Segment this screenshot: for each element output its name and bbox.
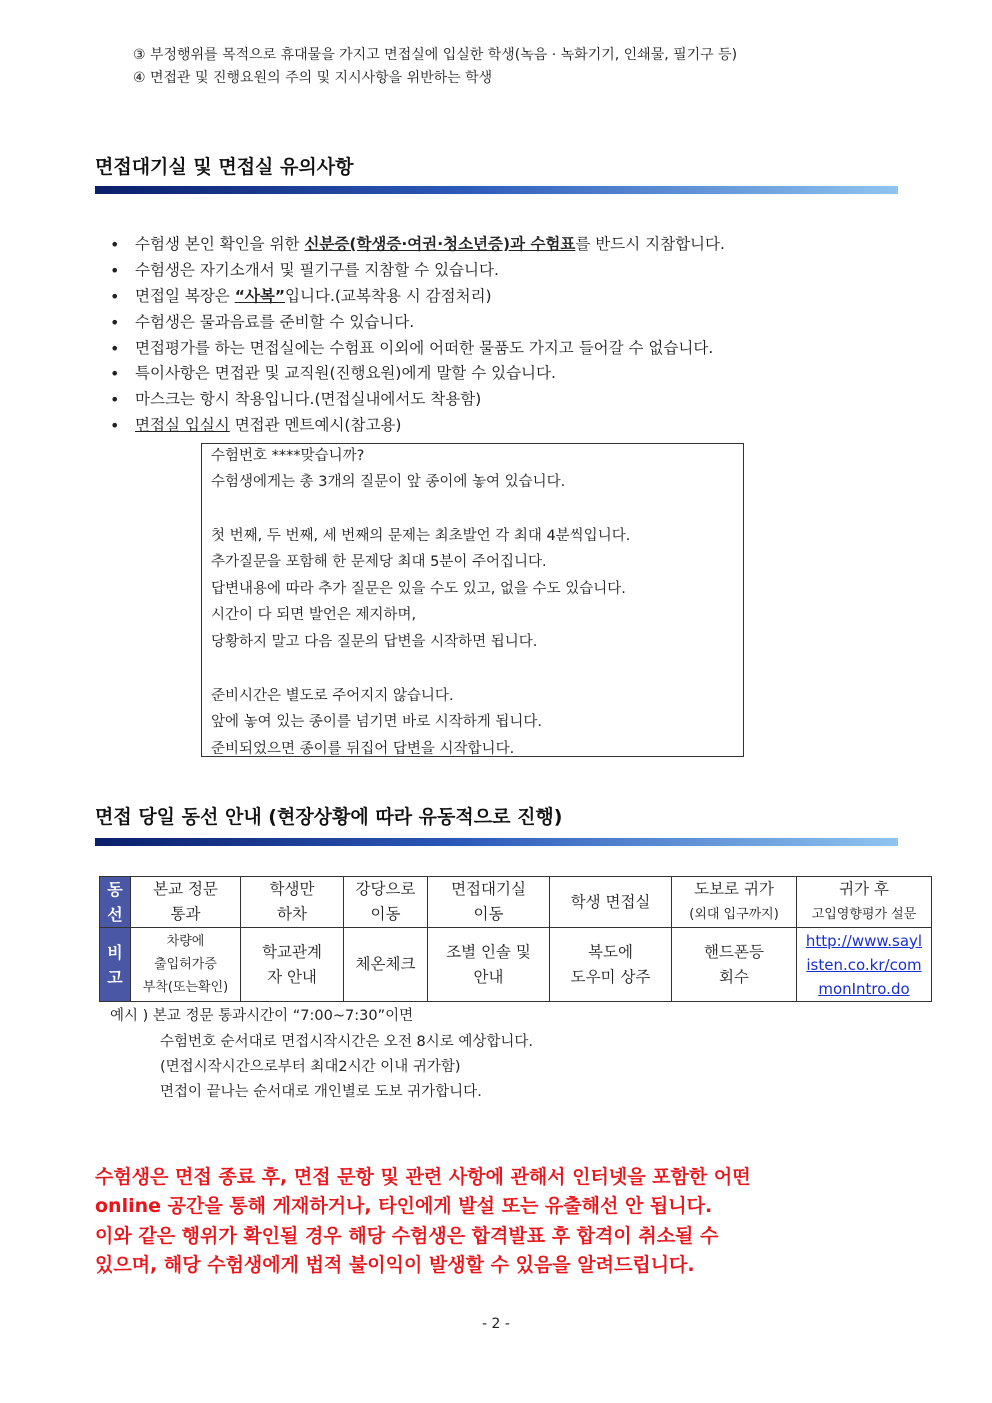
rule-ment-example <box>110 413 950 439</box>
step-auditorium <box>344 877 428 928</box>
cell-line: 고입영향평가 설문 <box>811 907 917 922</box>
remark-staff-guide <box>241 928 344 1002</box>
cell-line: 이동 <box>473 905 504 923</box>
survey-link-line[interactable]: isten.co.kr/com <box>806 955 922 974</box>
cell-line: 도우미 상주 <box>570 967 651 986</box>
section-divider-1 <box>95 186 898 194</box>
script-line: 수험번호 ****맞습니까? <box>211 448 365 464</box>
cell-line: 이동 <box>370 905 401 923</box>
warning-line: 수험생은 면접 종료 후, 면접 문항 및 관련 사항에 관해서 인터넷을 포함한 어떤 <box>95 1166 751 1188</box>
step-main-gate <box>131 877 241 928</box>
rule-emphasis: “사복” <box>234 286 286 305</box>
survey-link-line[interactable]: monIntro.do <box>818 979 910 998</box>
cell-line: 학생 면접실 <box>570 892 651 911</box>
cell-line: 복도에 <box>588 942 633 961</box>
cell-line: 귀가 후 <box>839 880 889 898</box>
example-note: 수험번호 순서대로 면접시작시간은 오전 8시로 예상합니다. <box>160 1034 534 1050</box>
section-title-waiting-room: 면접대기실 및 면접실 유의사항 <box>95 156 354 178</box>
remark-phone-collection <box>672 928 797 1002</box>
script-line: 당황하지 말고 다음 질문의 답변을 시작하면 됩니다. <box>211 634 538 650</box>
rule-essay: • 수험생은 자기소개서 및 필기구를 지참할 수 있습니다. <box>110 258 950 284</box>
prohibited-item-3: ③ 부정행위를 목적으로 휴대물을 가지고 면접실에 입실한 학생(녹음 · 녹화기기, 인쇄물, 필기구 등) <box>133 47 738 63</box>
page-number: - 2 - <box>482 1316 510 1332</box>
script-line: 시간이 다 되면 발언은 제지하며, <box>211 607 417 623</box>
step-walk-home <box>672 877 797 928</box>
step-waiting-room <box>428 877 550 928</box>
warning-line: 이와 같은 행위가 확인될 경우 해당 수험생은 합격발표 후 합격이 취소될 수 <box>95 1225 719 1247</box>
cell-line: (외대 입구까지) <box>689 907 779 922</box>
survey-link-line[interactable]: http://www.sayl <box>805 931 923 950</box>
rule-emphasis: 면접실 입실시 <box>135 416 230 435</box>
rule-text: 면접일 복장은 <box>135 286 235 305</box>
cell-line: 자 안내 <box>267 967 317 986</box>
cell-line: 체온체크 <box>355 955 416 973</box>
example-note: 예시 ) 본교 정문 통과시간이 “7:00~7:30”이면 <box>110 1008 414 1024</box>
script-line: 답변내용에 따라 추가 질문은 있을 수도 있고, 없을 수도 있습니다. <box>211 581 626 597</box>
rule-text: 를 반드시 지참합니다. <box>575 235 725 253</box>
remark-vehicle-pass <box>131 928 241 1002</box>
script-line: 앞에 놓여 있는 종이를 넘기면 바로 시작하게 됩니다. <box>211 714 543 730</box>
step-interview-room <box>550 877 672 928</box>
example-note: 면접이 끝나는 순서대로 개인별로 도보 귀가합니다. <box>160 1084 482 1100</box>
step-drop-off <box>241 877 344 928</box>
cell-line: 하차 <box>277 905 307 923</box>
rule-no-items: • 면접평가를 하는 면접실에는 수험표 이외에 어떠한 물품도 가지고 들어갈 수 없습니다. <box>110 336 950 362</box>
script-line: 준비되었으면 종이를 뒤집어 답변을 시작합니다. <box>211 741 515 757</box>
remark-temperature-check <box>344 928 428 1002</box>
remark-hallway-helper <box>550 928 672 1002</box>
section-divider-2 <box>95 838 898 846</box>
header-char: 비 <box>107 942 123 962</box>
warning-line: online 공간을 통해 게재하거나, 타인에게 발설 또는 유출해선 안 됩니다. <box>95 1195 713 1217</box>
cell-line: 학교관계 <box>262 942 322 961</box>
interviewer-script-box <box>201 443 744 757</box>
cell-line: 출입허가증 <box>154 957 217 972</box>
rule-text: 수험생 본인 확인을 위한 <box>135 235 305 253</box>
warning-line: 있으며, 해당 수험생에게 법적 불이익이 발생할 수 있음을 알려드립니다. <box>95 1254 695 1276</box>
cell-line: 핸드폰등 <box>704 942 764 961</box>
cell-line: 도보로 귀가 <box>694 880 774 898</box>
header-char: 선 <box>107 905 123 924</box>
cell-line: 차량에 <box>166 934 205 949</box>
row-header-route <box>100 877 131 928</box>
survey-link[interactable] <box>797 928 932 1002</box>
cell-line: 강당으로 <box>355 880 416 898</box>
route-table <box>99 876 932 1002</box>
script-line: 추가질문을 포함해 한 문제당 최대 5분이 주어집니다. <box>211 554 547 570</box>
rule-mask: • 마스크는 항시 착용입니다.(면접실내에서도 착용함) <box>110 387 950 413</box>
rule-drinks: • 수험생은 물과음료를 준비할 수 있습니다. <box>110 310 950 336</box>
rule-special-notes: • 특이사항은 면접관 및 교직원(진행요원)에게 말할 수 있습니다. <box>110 361 950 387</box>
script-line: 수험생에게는 총 3개의 질문이 앞 종이에 놓여 있습니다. <box>211 474 566 490</box>
rule-emphasis: 신분증(학생증·여권·청소년증)과 수험표 <box>304 235 576 253</box>
cell-line: 회수 <box>719 967 749 986</box>
remark-group-escort <box>428 928 550 1002</box>
cell-line: 본교 정문 <box>153 880 218 898</box>
header-char: 동 <box>107 880 123 899</box>
cell-line: 부착(또는확인) <box>142 980 229 995</box>
example-note: (면접시작시간으로부터 최대2시간 이내 귀가함) <box>160 1059 461 1075</box>
step-after-home <box>797 877 932 928</box>
cell-line: 학생만 <box>269 880 315 898</box>
table-row-remarks <box>100 928 932 1002</box>
table-row-route <box>100 877 932 928</box>
header-char: 고 <box>107 967 123 987</box>
rule-id-check <box>110 232 950 258</box>
section-title-route-guide: 면접 당일 동선 안내 (현장상황에 따라 유동적으로 진행) <box>95 806 563 828</box>
script-line: 준비시간은 별도로 주어지지 않습니다. <box>211 688 454 704</box>
cell-line: 통과 <box>170 905 201 923</box>
script-line: 첫 번째, 두 번째, 세 번째의 문제는 최초발언 각 최대 4분씩입니다. <box>211 528 631 544</box>
rules-list <box>110 232 950 439</box>
row-header-remarks <box>100 928 131 1002</box>
rule-dress-code <box>110 284 950 310</box>
rule-text: 면접관 멘트예시(참고용) <box>229 416 402 435</box>
rule-text: 입니다.(교복착용 시 감점처리) <box>285 286 492 305</box>
prohibited-item-4: ④ 면접관 및 진행요원의 주의 및 지시사항을 위반하는 학생 <box>133 70 493 86</box>
cell-line: 안내 <box>473 967 504 986</box>
cell-line: 조별 인솔 및 <box>446 942 531 961</box>
cell-line: 면접대기실 <box>451 880 526 898</box>
